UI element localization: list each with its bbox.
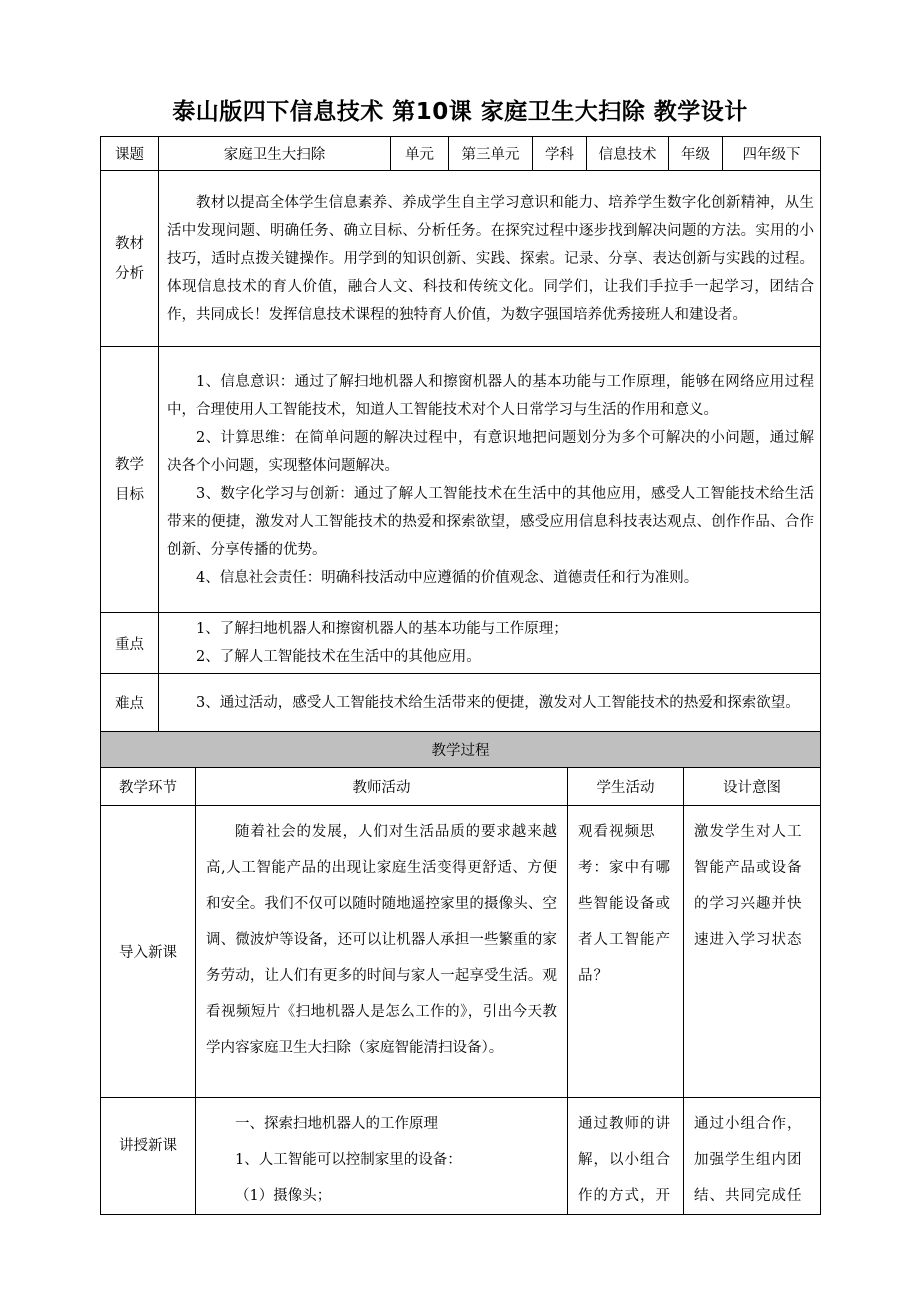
stage-cell: 讲授新课 <box>101 1098 196 1215</box>
column-header: 教学环节 <box>101 768 196 806</box>
unit-value: 第三单元 <box>449 137 533 171</box>
teacher-activity-line: （1）摄像头； <box>235 1188 332 1204</box>
difficulties-cell <box>159 674 821 732</box>
teacher-activity-cell <box>196 806 568 1098</box>
analysis-label <box>101 171 159 347</box>
stage-cell: 导入新课 <box>101 806 196 1098</box>
objective-item: 4、信息社会责任：明确科技活动中应遵循的价值观念、道德责任和行为准则。 <box>196 569 699 586</box>
key-points-cell <box>159 613 821 674</box>
table-row <box>101 806 821 1098</box>
objective-item: 2、计算思维：在简单问题的解决过程中，有意识地把问题划分为多个可解决的小问题，通过解决各个小问题，实现整体问题解决。 <box>167 429 814 474</box>
design-intent-cell: 激发学生对人工智能产品或设备的学习兴趣并快速进入学习状态 <box>684 806 821 1098</box>
key-point-item: 1、了解扫地机器人和擦窗机器人的基本功能与工作原理； <box>196 621 568 637</box>
process-header: 教学过程 <box>101 732 821 768</box>
grade-label: 年级 <box>669 137 723 171</box>
objectives-cell <box>159 347 821 613</box>
teacher-activity-line: 一、探索扫地机器人的工作原理 <box>235 1116 438 1132</box>
analysis-label-line1: 教材 <box>115 235 144 252</box>
teacher-activity-cell <box>196 1098 568 1215</box>
student-activity-cell: 观看视频思考：家中有哪些智能设备或者人工智能产品？ <box>568 806 684 1098</box>
analysis-cell <box>159 171 821 347</box>
objectives-label-line1: 教学 <box>115 456 144 473</box>
table-row <box>101 1098 821 1215</box>
column-header: 设计意图 <box>684 768 821 806</box>
column-header: 教师活动 <box>196 768 568 806</box>
teaching-process-table <box>100 731 821 1215</box>
analysis-text: 教材以提高全体学生信息素养、养成学生自主学习意识和能力、培养学生数字化创新精神，从生活中发现问题、明确任务、确立目标、分析任务。在探究过程中逐步找到解决问题的方法。实用的小技巧，适时点拨关键操作。用学到的知识创新、实践、探索。记录、分享、表达创新与实践的过程。体现信息技术的育人价值，融合人文、科技和传统文化。同学们，让我们手拉手一起学习，团结合作，共同成长！发挥信息技术课程的独特育人价值，为数字强国培养优秀接班人和建设者。 <box>167 194 814 323</box>
grade-value: 四年级下 <box>723 137 821 171</box>
topic-value: 家庭卫生大扫除 <box>159 137 391 171</box>
teacher-activity-line: 1、人工智能可以控制家里的设备： <box>235 1152 462 1168</box>
subject-value: 信息技术 <box>587 137 669 171</box>
objective-item: 1、信息意识：通过了解扫地机器人和擦窗机器人的基本功能与工作原理，能够在网络应用过程中，合理使用人工智能技术，知道人工智能技术对个人日常学习与生活的作用和意义。 <box>167 373 814 418</box>
subject-label: 学科 <box>533 137 587 171</box>
design-intent-cell: 通过小组合作，加强学生组内团结、共同完成任 <box>684 1098 821 1215</box>
difficulties-text: 3、通过活动，感受人工智能技术给生活带来的便捷，激发对人工智能技术的热爱和探索欲望。 <box>196 694 800 711</box>
student-activity-cell: 通过教师的讲解，以小组合作的方式，开 <box>568 1098 684 1215</box>
topic-label: 课题 <box>101 137 159 171</box>
objective-item: 3、数字化学习与创新：通过了解人工智能技术在生活中的其他应用，感受人工智能技术给生活带来的便捷，激发对人工智能技术的热爱和探索欲望，感受应用信息科技表达观点、创作作品、合作创新、分享传播的优势。 <box>167 485 814 558</box>
key-points-label: 重点 <box>101 613 159 674</box>
unit-label: 单元 <box>391 137 449 171</box>
lesson-info-table <box>100 136 821 732</box>
teacher-activity-text: 随着社会的发展，人们对生活品质的要求越来越高,人工智能产品的出现让家庭生活变得更舒适、方便和安全。我们不仅可以随时随地遥控家里的摄像头、空调、微波炉等设备，还可以让机器人承担一些繁重的家务劳动，让人们有更多的时间与家人一起享受生活。观看视频短片《扫地机器人是怎么工作的》，引出今天教学内容家庭卫生大扫除（家庭智能清扫设备）。 <box>206 824 557 1056</box>
document-title: 泰山版四下信息技术 第10课 家庭卫生大扫除 教学设计 <box>172 99 748 125</box>
column-header: 学生活动 <box>568 768 684 806</box>
key-point-item: 2、了解人工智能技术在生活中的其他应用。 <box>196 649 481 665</box>
objectives-label-line2: 目标 <box>115 486 144 503</box>
analysis-label-line2: 分析 <box>115 265 144 282</box>
objectives-label <box>101 347 159 613</box>
difficulties-label: 难点 <box>101 674 159 732</box>
